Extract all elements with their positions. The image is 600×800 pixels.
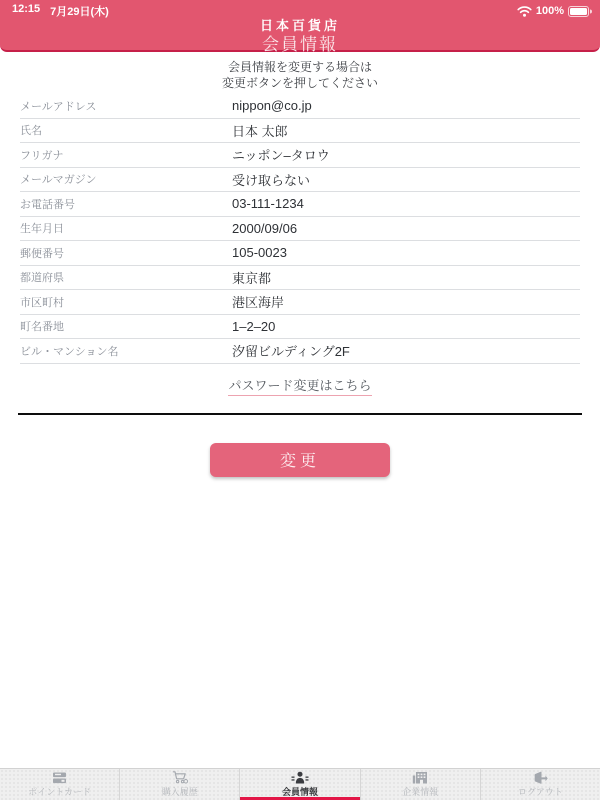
field-label: メールアドレス bbox=[20, 100, 97, 113]
status-time: 12:15 bbox=[12, 3, 41, 15]
field-label: メールマガジン bbox=[20, 174, 97, 187]
tab-bar bbox=[0, 768, 600, 800]
field-value: 2000/09/06 bbox=[232, 220, 298, 236]
password-link-wrap bbox=[0, 375, 600, 396]
tab-logout[interactable] bbox=[481, 769, 600, 800]
tab-purchase-history[interactable] bbox=[120, 769, 240, 800]
change-button[interactable]: 変更 bbox=[210, 443, 390, 477]
field-label: 町名番地 bbox=[20, 321, 64, 334]
table-row bbox=[20, 217, 580, 242]
field-label: 氏名 bbox=[20, 125, 42, 138]
building-icon bbox=[412, 771, 428, 784]
password-change-link[interactable]: パスワード変更はこちら bbox=[228, 375, 371, 396]
table-row bbox=[20, 290, 580, 315]
field-label: 生年月日 bbox=[20, 223, 64, 236]
table-row bbox=[20, 339, 580, 364]
instruction-text bbox=[0, 59, 600, 91]
field-value: 東京都 bbox=[232, 270, 272, 286]
tab-company-info[interactable] bbox=[361, 769, 481, 800]
table-row bbox=[20, 119, 580, 144]
cart-icon bbox=[172, 771, 188, 784]
field-value: ニッポン–タロウ bbox=[232, 148, 330, 164]
table-row bbox=[20, 315, 580, 340]
field-label: 郵便番号 bbox=[20, 247, 64, 260]
tab-label: ポイントカード bbox=[28, 787, 91, 797]
table-row bbox=[20, 168, 580, 193]
instruction-line1: 会員情報を変更する場合は bbox=[227, 60, 372, 74]
tab-label: 企業情報 bbox=[402, 787, 439, 797]
page-title: 会員情報 bbox=[262, 35, 338, 54]
app-title: 日本百貨店 bbox=[259, 18, 340, 33]
tab-label: 購入履歴 bbox=[161, 787, 198, 797]
field-value: 港区海岸 bbox=[232, 295, 285, 311]
section-divider bbox=[18, 413, 582, 415]
instruction-line2: 変更ボタンを押してください bbox=[221, 76, 378, 90]
table-row bbox=[20, 241, 580, 266]
app-header bbox=[0, 0, 600, 52]
battery-percent: 100% bbox=[535, 5, 564, 17]
table-row bbox=[20, 266, 580, 291]
field-value: nippon@co.jp bbox=[232, 98, 312, 114]
field-value: 03-111-1234 bbox=[232, 196, 304, 212]
tab-label: ログアウト bbox=[517, 787, 563, 797]
logout-icon bbox=[533, 771, 548, 784]
table-row bbox=[20, 192, 580, 217]
table-row bbox=[20, 94, 580, 119]
point-card-icon bbox=[51, 771, 68, 784]
field-label: ビル・マンション名 bbox=[20, 345, 119, 358]
field-label: お電話番号 bbox=[20, 198, 75, 211]
field-value: 受け取らない bbox=[232, 172, 311, 188]
member-icon bbox=[291, 771, 309, 784]
status-date: 7月29日(木) bbox=[50, 6, 109, 18]
field-value: 汐留ビルディング2F bbox=[232, 344, 350, 360]
field-label: 市区町村 bbox=[20, 296, 64, 309]
field-label: 都道府県 bbox=[20, 272, 64, 285]
tab-member-info[interactable] bbox=[240, 769, 360, 800]
field-label: フリガナ bbox=[20, 149, 64, 162]
member-info-list bbox=[20, 94, 580, 364]
field-value: 日本 太郎 bbox=[232, 123, 288, 139]
tab-point-card[interactable] bbox=[0, 769, 120, 800]
field-value: 1–2–20 bbox=[232, 318, 276, 334]
tab-label: 会員情報 bbox=[282, 787, 319, 797]
field-value: 105-0023 bbox=[232, 245, 287, 261]
table-row bbox=[20, 143, 580, 168]
